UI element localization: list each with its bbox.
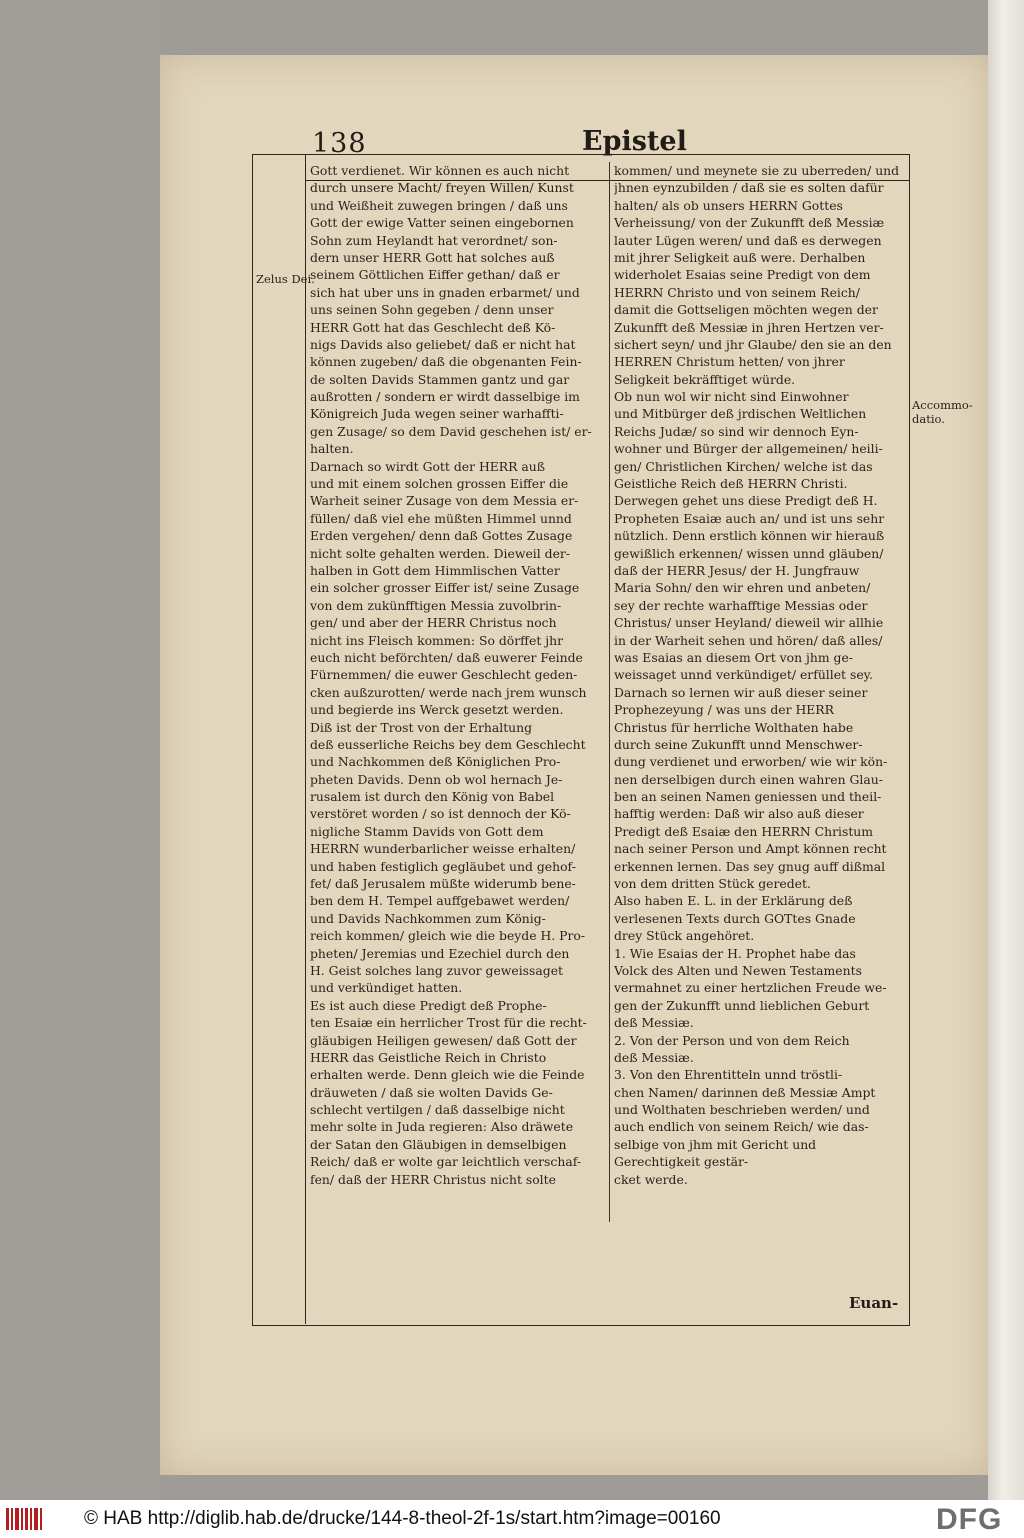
text-line: Es ist auch diese Predigt deß Prophe- [310,997,547,1013]
text-line: was Esaias an diesem Ort von jhm ge- [614,649,853,665]
text-line: von dem zukünfftigen Messia zuvolbrin- [310,597,562,613]
text-line: nach seiner Person und Ampt können recht [614,841,887,857]
text-line: deß Messiæ. [614,1015,694,1031]
text-line: euch nicht beförchten/ daß euwerer Feinde [310,649,583,665]
text-line: Propheten Esaiæ auch an/ und ist uns sehr [614,510,885,526]
text-line: HERRN Christo und von seinem Reich/ [614,284,860,300]
margin-note-left: Zelus Dei. [256,272,315,286]
text-line: Darnach so wirdt Gott der HERR auß [310,458,546,474]
text-line: können zugeben/ daß die obgenanten Fein- [310,354,582,370]
text-line: nicht ins Fleisch kommen: So dörffet jhr [310,632,563,648]
viewer-footer [0,1500,1024,1538]
text-line: jhnen eynzubilden / daß sie es solten dafür [614,180,884,196]
text-line: wohner und Bürger der allgemeinen/ heili- [614,441,883,457]
text-line: gen der Zukunfft unnd lieblichen Geburt [614,997,870,1013]
text-line: selbige von jhm mit Gericht und [614,1136,817,1152]
text-line: seinem Göttlichen Eiffer gethan/ daß er [310,267,560,283]
text-line: ein solcher grosser Eiffer ist/ seine Zusage [310,580,580,596]
text-line: fen/ daß der HERR Christus nicht solte [310,1171,556,1187]
text-line: Gott verdienet. Wir können es auch nicht [310,163,570,178]
text-line: Also haben E. L. in der Erklärung deß [614,893,853,909]
text-line: durch unsere Macht/ freyen Willen/ Kunst [310,180,574,196]
text-line: deß Messiæ. [614,1049,694,1065]
text-line: nicht solte gehalten werden. Dieweil der- [310,545,571,561]
text-line: cket werde. [614,1171,688,1187]
text-line: Gerechtigkeit gestär- [614,1154,749,1170]
text-column-left [310,162,604,1188]
text-line: verstöret worden / so ist dennoch der Kö- [310,806,571,822]
running-head: Epistel [582,126,687,157]
text-line: 3. Von den Ehrentitteln unnd tröstli- [614,1067,843,1083]
text-line: sey der rechte warhafftige Messias oder [614,597,868,613]
text-line: daß der HERR Jesus/ der H. Jungfrauw [614,562,860,578]
text-line: erhalten werde. Denn gleich wie die Feinde [310,1067,585,1083]
text-line: Geistliche Reich deß HERRN Christi. [614,476,848,492]
text-line: und verkündiget hatten. [310,980,463,996]
text-line: widerholet Esaias seine Predigt von dem [614,267,871,283]
text-line: in der Warheit sehen und hören/ daß alles/ [614,632,883,648]
text-line: Derwegen gehet uns diese Predigt deß H. [614,493,878,509]
text-line: erkennen lernen. Das sey gnug auff dißmal [614,858,886,874]
text-line: kommen/ und meynete sie zu uberreden/ und [614,163,900,178]
text-line: füllen/ daß viel ehe müßten Himmel unnd [310,510,572,526]
text-line: rusalem ist durch den König von Babel [310,789,555,805]
text-line: nen derselbigen durch einen wahren Glau- [614,771,883,787]
text-line: H. Geist solches lang zuvor geweissaget [310,962,564,978]
text-line: und haben festiglich gegläubet und gehof- [310,858,576,874]
text-line: gläubigen Heiligen gewesen/ daß Gott der [310,1032,577,1048]
text-line: drey Stück angehöret. [614,928,755,944]
text-line: deß eusserliche Reichs bey dem Geschlecht [310,736,586,752]
text-line: halten. [310,441,354,457]
text-line: Reichs Judæ/ so sind wir dennoch Eyn- [614,423,859,439]
text-line: cken außzurotten/ werde nach jrem wunsch [310,684,587,700]
dfg-logo: DFG [936,1503,1003,1536]
text-line: lauter Lügen weren/ und daß es derwegen [614,232,882,248]
text-line: Königreich Juda wegen seiner warhaffti- [310,406,564,422]
text-line: halben in Gott dem Himmlischen Vatter [310,562,560,578]
text-line: reich kommen/ gleich wie die beyde H. Pro- [310,928,586,944]
text-line: weissaget unnd verkündiget/ erfüllet sey. [614,667,873,683]
text-line: sichert seyn/ und jhr Glaube/ den sie an den [614,336,892,352]
margin-note-right [912,398,973,426]
margin-note-right-line: datio. [912,412,945,426]
text-line: Volck des Alten und Newen Testaments [614,962,862,978]
text-line: Erden vergehen/ denn daß Gottes Zusage [310,528,573,544]
text-line: dräuweten / daß sie wolten Davids Ge- [310,1084,553,1100]
column-rule [609,162,610,1222]
text-line: nigs Davids also geliebet/ daß er nicht hat [310,336,576,352]
text-line: 1. Wie Esaias der H. Prophet habe das [614,945,856,961]
scan-left-margin [0,0,160,1500]
text-line: ben dem H. Tempel auffgebawet werden/ [310,893,570,909]
text-line: Ob nun wol wir nicht sind Einwohner [614,389,849,405]
text-line: und mit einem solchen grossen Eiffer die [310,476,569,492]
text-line: de solten Davids Stammen gantz und gar [310,371,570,387]
text-line: Verheissung/ von der Zukunfft deß Messiæ [614,215,885,231]
text-line: mehr solte in Juda regieren: Also dräwete [310,1119,574,1135]
text-line: Gott der ewige Vatter seinen eingebornen [310,215,574,231]
text-line: und Weißheit zuwegen bringen / daß uns [310,197,568,213]
text-line: vermahnet zu einer hertzlichen Freude we- [614,980,887,996]
text-line: damit die Gottseligen möchten wegen der [614,302,878,318]
text-line: Christus für herrliche Wolthaten habe [614,719,854,735]
text-line: und Nachkommen deß Königlichen Pro- [310,754,561,770]
text-line: Warheit seiner Zusage von dem Messia er- [310,493,579,509]
text-line: dung verdienet und erworben/ wie wir kön- [614,754,888,770]
text-line: und begierde ins Werck gesetzt werden. [310,702,564,718]
text-line: Reich/ daß er wolte gar leichtlich verschaf- [310,1154,582,1170]
text-line: Predigt deß Esaiæ den HERRN Christum [614,823,874,839]
text-line: von dem dritten Stück geredet. [614,876,811,892]
text-line: uns seinen Sohn gegeben / denn unser [310,302,554,318]
catchword: Euan- [849,1294,899,1312]
source-link[interactable]: © HAB http://diglib.hab.de/drucke/144-8-theol-2f-1s/start.htm?image=00160 [84,1508,721,1529]
text-line: HERR Gott hat das Geschlecht deß Kö- [310,319,556,335]
text-line: und Davids Nachkommen zum König- [310,910,546,926]
text-line: Sohn zum Heylandt hat verordnet/ son- [310,232,558,248]
text-line: außrotten / sondern er wirdt dasselbige im [310,389,580,405]
barcode-logo-icon [6,1508,46,1530]
text-line: gewißlich erkennen/ wissen unnd gläuben/ [614,545,884,561]
text-line: chen Namen/ darinnen deß Messiæ Ampt [614,1084,876,1100]
text-line: sich hat uber uns in gnaden erbarmet/ und [310,284,580,300]
text-line: Zukunfft deß Messiæ in jhren Hertzen ver- [614,319,884,335]
text-line: 2. Von der Person und von dem Reich [614,1032,850,1048]
text-line: schlecht vertilgen / daß dasselbige nicht [310,1102,565,1118]
text-line: Christus/ unser Heyland/ dieweil wir allhie [614,615,884,631]
text-line: hafftig werden: Daß wir also auß dieser [614,806,864,822]
text-line: und Wolthaten beschrieben werden/ und [614,1102,870,1118]
text-line: ten Esaiæ ein herrlicher Trost für die recht- [310,1015,587,1031]
text-line: gen/ und aber der HERR Christus noch [310,615,557,631]
margin-rule [305,154,306,1324]
text-line: Prophezeyung / was uns der HERR [614,702,834,718]
text-line: nigliche Stamm Davids von Gott dem [310,823,544,839]
text-line: gen Zusage/ so dem David geschehen ist/ er- [310,423,592,439]
text-line: durch seine Zukunfft unnd Menschwer- [614,736,863,752]
margin-note-right-line: Accommo- [912,398,973,412]
text-line: Maria Sohn/ den wir ehren und anbeten/ [614,580,871,596]
text-line: gen/ Christlichen Kirchen/ welche ist das [614,458,873,474]
text-column-right [614,162,908,1188]
text-line: der Satan den Gläubigen in demselbigen [310,1136,567,1152]
text-line: Fürnemmen/ die euwer Geschlecht geden- [310,667,578,683]
text-line: halten/ als ob unsers HERRN Gottes [614,197,843,213]
text-line: fet/ daß Jerusalem müßte widerumb bene- [310,876,576,892]
text-line: Diß ist der Trost von der Erhaltung [310,719,533,735]
adjacent-page-edge [988,0,1024,1500]
text-line: nützlich. Denn erstlich können wir hierauß [614,528,885,544]
text-line: HERREN Christum hetten/ von jhrer [614,354,845,370]
text-line: auch endlich von seinem Reich/ wie das- [614,1119,869,1135]
text-line: verlesenen Texts durch GOTtes Gnade [614,910,856,926]
text-line: pheten Davids. Denn ob wol hernach Je- [310,771,563,787]
text-line: Seligkeit bekräfftiget würde. [614,371,796,387]
text-line: HERR das Geistliche Reich in Christo [310,1049,547,1065]
text-line: HERRN wunderbarlicher weisse erhalten/ [310,841,576,857]
text-line: dern unser HERR Gott hat solches auß [310,249,555,265]
text-line: und Mitbürger deß jrdischen Weltlichen [614,406,867,422]
text-line: mit jhrer Seligkeit auß were. Derhalben [614,249,866,265]
text-line: ben an seinen Namen geniessen und theil- [614,789,882,805]
text-line: pheten/ Jeremias und Ezechiel durch den [310,945,570,961]
text-line: Darnach so lernen wir auß dieser seiner [614,684,868,700]
page-number: 138 [312,128,367,159]
